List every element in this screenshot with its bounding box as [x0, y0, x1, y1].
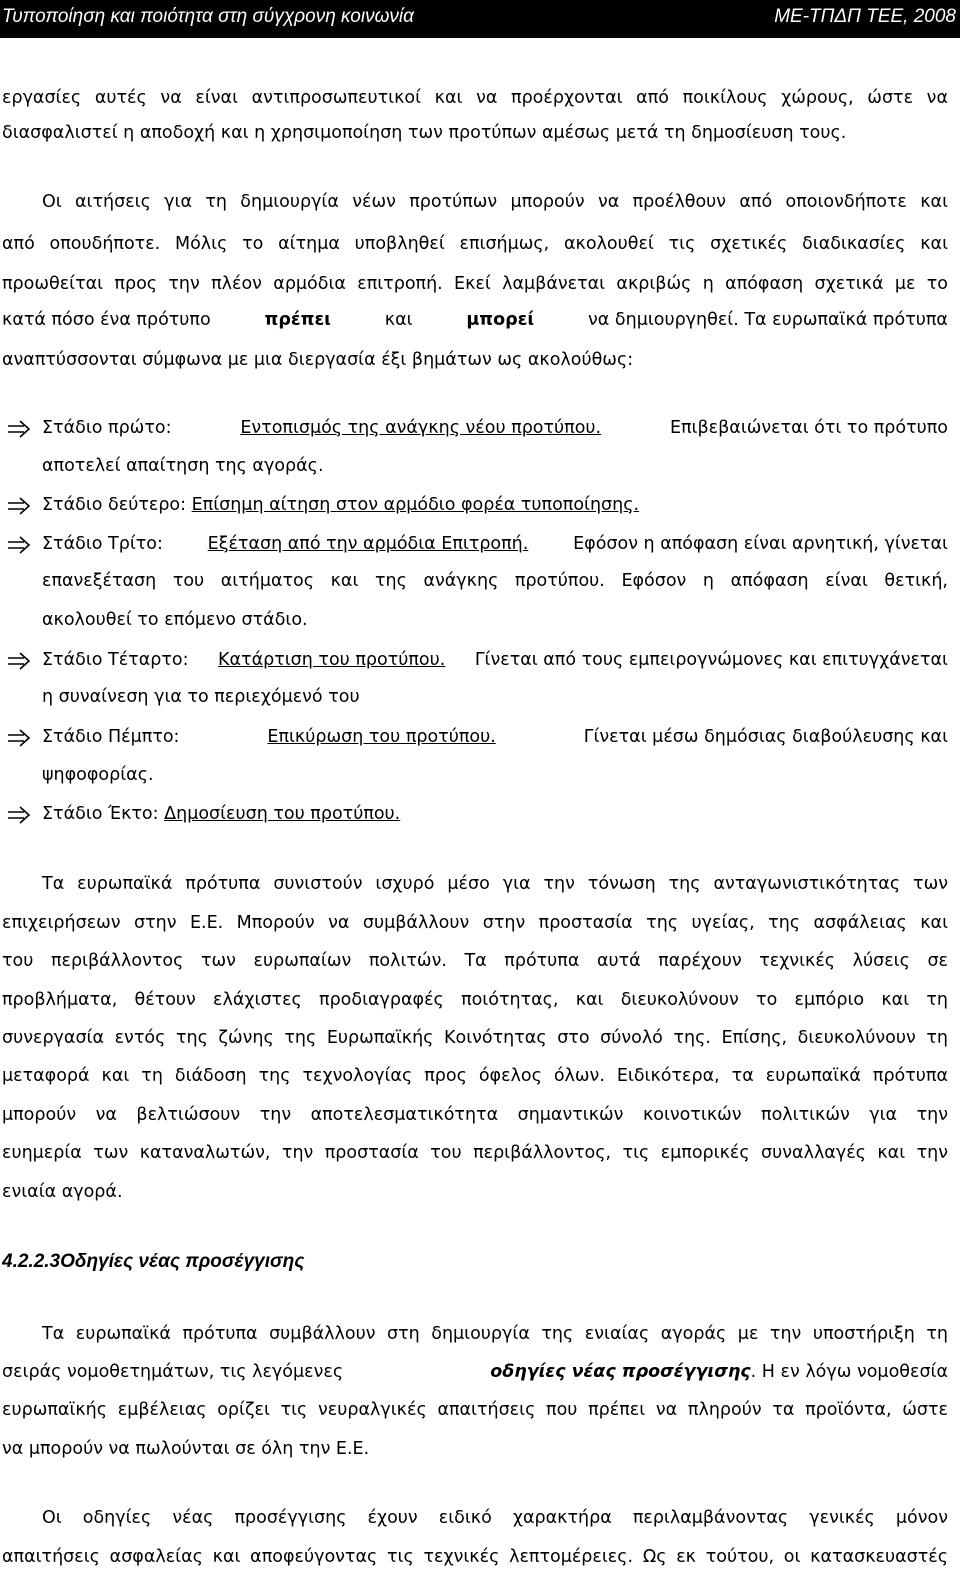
stage-1-label: Στάδιο πρώτο:: [42, 418, 172, 438]
para4-line-1: Τα ευρωπαϊκά πρότυπα συμβάλλουν στη δημιουργία της ενιαίας αγοράς με την υποστήριξη τη: [42, 1324, 948, 1344]
double-arrow-icon: [6, 533, 32, 557]
para4-text: σειράς νομοθετημάτων, τις λεγόμενες: [2, 1362, 344, 1382]
emphasis-must: πρέπει: [264, 310, 331, 330]
stage-4: [42, 648, 948, 672]
para3-line-1: Τα ευρωπαϊκά πρότυπα συνιστούν ισχυρό μέσο για την τόνωση της ανταγωνιστικότητας των: [42, 874, 948, 894]
stage-3-text: Εφόσον η απόφαση είναι αρνητική, γίνεται: [573, 534, 948, 554]
para2-line-2: από οπουδήποτε. Μόλις το αίτημα υποβληθεί επισήμως, ακολουθεί τις σχετικές διαδικασίες και: [2, 234, 948, 254]
stage-2-title: Επίσημη αίτηση στον αρμόδιο φορέα τυποποίησης.: [191, 495, 640, 515]
running-header: [0, 0, 960, 38]
para2-text: κατά πόσο ένα πρότυπο: [2, 310, 211, 330]
stage-5-title: Επικύρωση του προτύπου.: [267, 727, 496, 747]
para4-line-4: να μπορούν να πωλούνται σε όλη την Ε.Ε.: [2, 1439, 370, 1459]
para3-line-8: ευημερία των καταναλωτών, την προστασία του περιβάλλοντος, τις εμπορικές συναλλαγές και την: [2, 1143, 948, 1163]
para4-text: . Η εν λόγω νομοθεσία: [750, 1362, 948, 1382]
header-reference: ΜΕ-ΤΠΔΠ ΤΕΕ, 2008: [774, 6, 956, 27]
para4-emphasis-group: [490, 1360, 948, 1384]
para5-line-1: Οι οδηγίες νέας προσέγγισης έχουν ειδικό χαρακτήρα περιλαμβάνοντας γενικές μόνον: [42, 1508, 948, 1528]
emphasis-can: μπορεί: [466, 310, 535, 330]
stage-3-continuation-1: επανεξέταση του αιτήματος και της ανάγκης προτύπου. Εφόσον η απόφαση είναι θετική,: [42, 571, 948, 591]
intro-line-1: εργασίες αυτές να είναι αντιπροσωπευτικοί και να προέρχονται από ποικίλους χώρους, ώστε να: [2, 88, 948, 108]
stage-6: [42, 802, 400, 826]
para4-line-2: [2, 1360, 948, 1384]
stage-5-continuation: ψηφοφορίας.: [42, 765, 154, 785]
stage-3-title: Εξέταση από την αρμόδια Επιτροπή.: [207, 534, 529, 554]
stage-1-text: Επιβεβαιώνεται ότι το πρότυπο: [669, 418, 948, 438]
stage-6-label: Στάδιο Έκτο:: [42, 804, 159, 824]
stage-3-continuation-2: ακολουθεί το επόμενο στάδιο.: [42, 610, 308, 630]
para3-line-2: επιχειρήσεων στην Ε.Ε. Μπορούν να συμβάλλουν στην προστασία της υγείας, της ασφάλειας και: [2, 913, 948, 933]
stage-2-label: Στάδιο δεύτερο:: [42, 495, 187, 515]
para2-line-1: Οι αιτήσεις για τη δημιουργία νέων προτύπων μπορούν να προέλθουν από οποιονδήποτε και: [42, 192, 948, 212]
stage-6-title: Δημοσίευση του προτύπου.: [164, 804, 401, 824]
stage-4-title: Κατάρτιση του προτύπου.: [218, 650, 446, 670]
intro-line-2: διασφαλιστεί η αποδοχή και η χρησιμοποίηση των προτύπων αμέσως μετά τη δημοσίευση τους.: [2, 123, 847, 143]
stage-1-continuation: αποτελεί απαίτηση της αγοράς.: [42, 456, 324, 476]
emphasis-new-approach: οδηγίες νέας προσέγγισης: [490, 1362, 751, 1382]
stage-5-text: Γίνεται μέσω δημόσιας διαβούλευσης και: [583, 727, 948, 747]
para3-line-6: μεταφορά και τη διάδοση της τεχνολογίας προς όφελος όλων. Ειδικότερα, τα ευρωπαϊκά πρότυπα: [2, 1066, 948, 1086]
double-arrow-icon: [6, 803, 32, 827]
stage-2: [42, 493, 639, 517]
double-arrow-icon: [6, 417, 32, 441]
para3-line-5: συνεργασία εντός της ζώνης της Ευρωπαϊκής Κοινότητας στο σύνολό της. Επίσης, διευκολύνουν τη: [2, 1028, 948, 1048]
double-arrow-icon: [6, 726, 32, 750]
para3-line-9: ενιαία αγορά.: [2, 1182, 123, 1202]
stage-1-title: Εντοπισμός της ανάγκης νέου προτύπου.: [240, 418, 602, 438]
para4-line-3: ευρωπαϊκής εμβέλειας ορίζει τις νευραλγικές απαιτήσεις που πρέπει να πληρούν τα προϊόντα, ώστε: [2, 1400, 948, 1420]
stage-3: [42, 532, 948, 556]
header-title: Τυποποίηση και ποιότητα στη σύγχρονη κοινωνία: [2, 6, 414, 27]
para3-line-3: του περιβάλλοντος των ευρωπαίων πολιτών. Τα πρότυπα αυτά παρέχουν τεχνικές λύσεις σε: [2, 951, 948, 971]
stage-5-label: Στάδιο Πέμπτο:: [42, 727, 180, 747]
para2-line-4: [2, 308, 948, 332]
para5-line-2: απαιτήσεις ασφαλείας και αποφεύγοντας τις τεχνικές λεπτομέρειες. Ως εκ τούτου, οι κατασκευαστές: [2, 1547, 948, 1567]
stage-1: [42, 416, 948, 440]
para3-line-7: μπορούν να βελτιώσουν την αποτελεσματικότητα σημαντικών κοινοτικών πολιτικών για την: [2, 1105, 948, 1125]
double-arrow-icon: [6, 494, 32, 518]
para2-text: και: [384, 310, 413, 330]
stage-4-text: Γίνεται από τους εμπειρογνώμονες και επιτυγχάνεται: [474, 650, 948, 670]
stage-4-continuation: η συναίνεση για το περιεχόμενό του: [42, 687, 360, 707]
stage-3-label: Στάδιο Τρίτο:: [42, 534, 163, 554]
stage-5: [42, 725, 948, 749]
para2-line-5: αναπτύσσονται σύμφωνα με μια διεργασία έξι βημάτων ως ακολούθως:: [2, 350, 634, 370]
double-arrow-icon: [6, 649, 32, 673]
section-heading: 4.2.2.3Οδηγίες νέας προσέγγισης: [2, 1251, 305, 1272]
stage-4-label: Στάδιο Τέταρτο:: [42, 650, 189, 670]
para2-line-3: προωθείται προς την πλέον αρμόδια επιτροπή. Εκεί λαμβάνεται ακριβώς η απόφαση σχετικά με το: [2, 274, 948, 294]
para3-line-4: προβλήματα, θέτουν ελάχιστες προδιαγραφές ποιότητας, και διευκολύνουν το εμπόριο και τη: [2, 990, 948, 1010]
para2-text: να δημιουργηθεί. Τα ευρωπαϊκά πρότυπα: [588, 310, 948, 330]
